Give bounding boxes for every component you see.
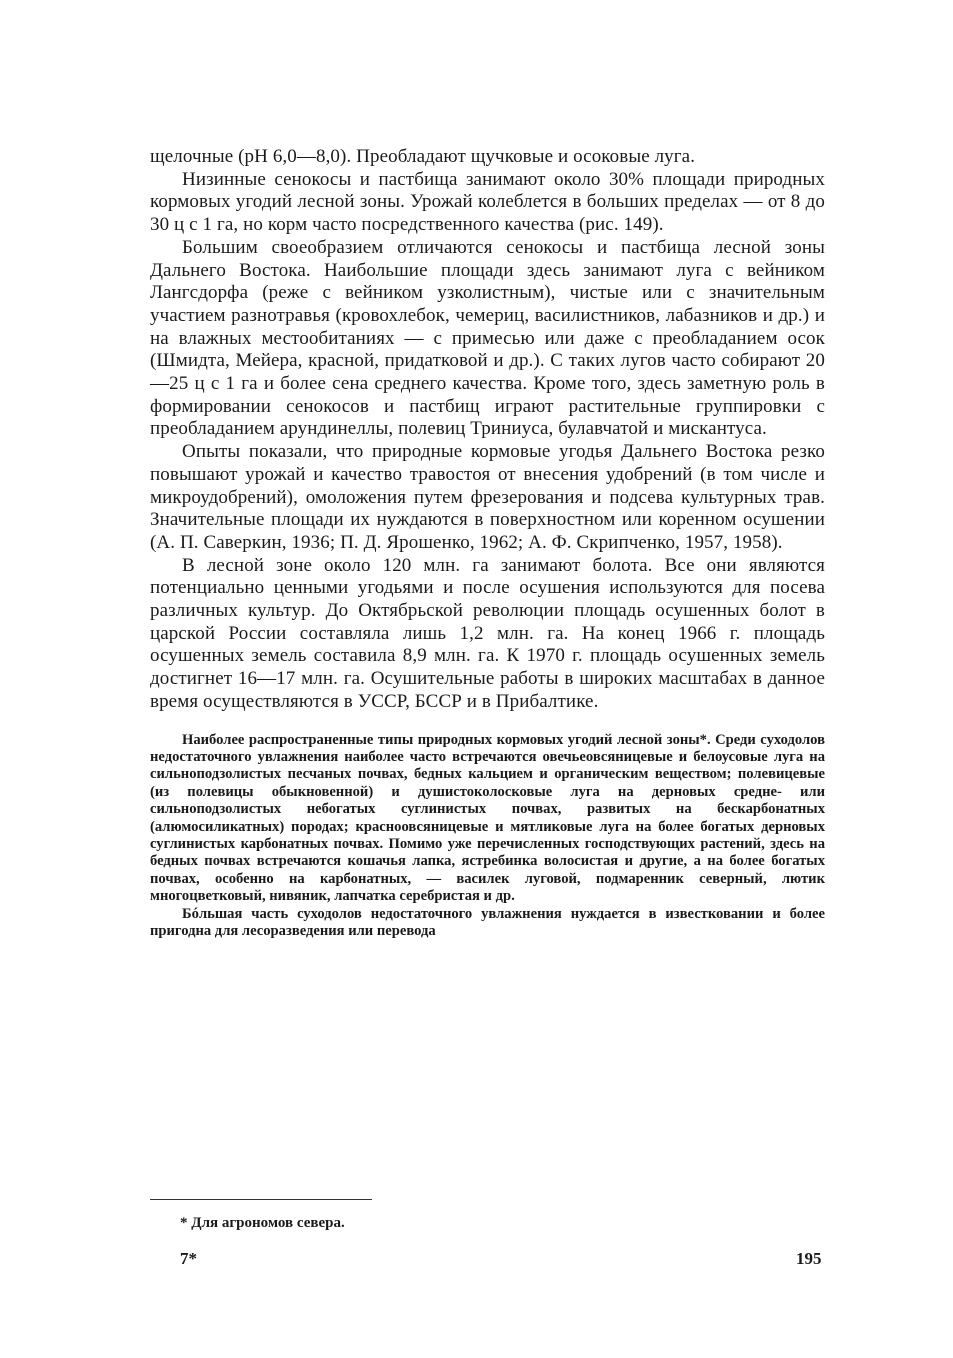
- paragraph-5: В лесной зоне около 120 млн. га занимают болота. Все они являются потенциально ценными угодьями и после осушения используются для посева различных культур. До Октябрьской революции площадь осушенных болот в царской России составляла лишь 1,2 млн. га. На конец 1966 г. площадь осушенных земель составила 8,9 млн. га. К 1970 г. площадь осушенных земель достигнет 16—17 млн. га. Осушительные работы в широких масштабах в данное время осуществляются в УССР, БССР и в Прибалтике.: [150, 554, 825, 712]
- page-content: [150, 146, 825, 940]
- paragraph-2: Низинные сенокосы и пастбища занимают около 30% площади природных кормовых угодий лесной зоны. Урожай колеблется в больших пределах — от 8 до 30 ц с 1 га, но корм часто посредственного качества (рис. 149).: [150, 168, 825, 236]
- footnote-divider: [150, 1199, 372, 1200]
- main-text: [150, 146, 825, 714]
- paragraph-1: щелочные (pH 6,0—8,0). Преобладают щучковые и осоковые луга.: [150, 146, 696, 167]
- small-print-section: [150, 732, 825, 941]
- paragraph-3: Большим своеобразием отличаются сенокосы и пастбища лесной зоны Дальнего Востока. Наибольшие площади здесь занимают луга с вейником Лангсдорфа (реже с вейником узколистным), чистые или с значительным участием разнотравья (кровохлебок, чемериц, василистников, лабазников и др.) и на влажных местообитаниях — с примесью или даже с преобладанием осок (Шмидта, Мейера, красной, придатковой и др.). С таких лугов часто собирают 20—25 ц с 1 га и более сена среднего качества. Кроме того, здесь заметную роль в формировании сенокосов и пастбищ играют растительные группировки с преобладанием арундинеллы, полевиц Триниуса, булавчатой и мискантуса.: [150, 236, 825, 440]
- paragraph-4: Опыты показали, что природные кормовые угодья Дальнего Востока резко повышают урожай и качество травостоя от внесения удобрений (в том числе и микроудобрений), омоложения путем фрезерования и подсева культурных трав. Значительные площади их нуждаются в поверхностном или коренном осушении (А. П. Саверкин, 1936; П. Д. Ярошенко, 1962; А. Ф. Скрипченко, 1957, 1958).: [150, 441, 825, 553]
- small-paragraph-2: Бóльшая часть суходолов недостаточного увлажнения нуждается в известковании и более пригодна для лесоразведения или перевода: [150, 905, 825, 940]
- printer-signature: 7*: [180, 1249, 197, 1268]
- small-paragraph-1: Наиболее распространенные типы природных кормовых угодий лесной зоны*. Среди суходолов недостаточного увлажнения наиболее часто встречаются овечьеовсяницевые и белоусовые луга на сильноподзолистых песчаных почвах, бедных кальцием и органическим веществом; полевицевые (из полевицы обыкновенной) и душистоколосковые луга на дерновых средне- или сильноподзолистых небогатых суглинистых почвах, развитых на бескарбонатных (алюмосиликатных) породах; красноовсяницевые и мятликовые луга на более богатых дерновых суглинистых карбонатных почвах. Помимо уже перечисленных господствующих растений, здесь на бедных почвах встречаются кошачья лапка, ястребинка волосистая и другие, а на более богатых почвах, особенно на карбонатных, — василек луговой, подмаренник северный, лютик многоцветковый, нивяник, лапчатка серебристая и др.: [150, 731, 825, 905]
- footnote: * Для агрономов севера.: [180, 1215, 345, 1231]
- page-number: 195: [796, 1249, 822, 1268]
